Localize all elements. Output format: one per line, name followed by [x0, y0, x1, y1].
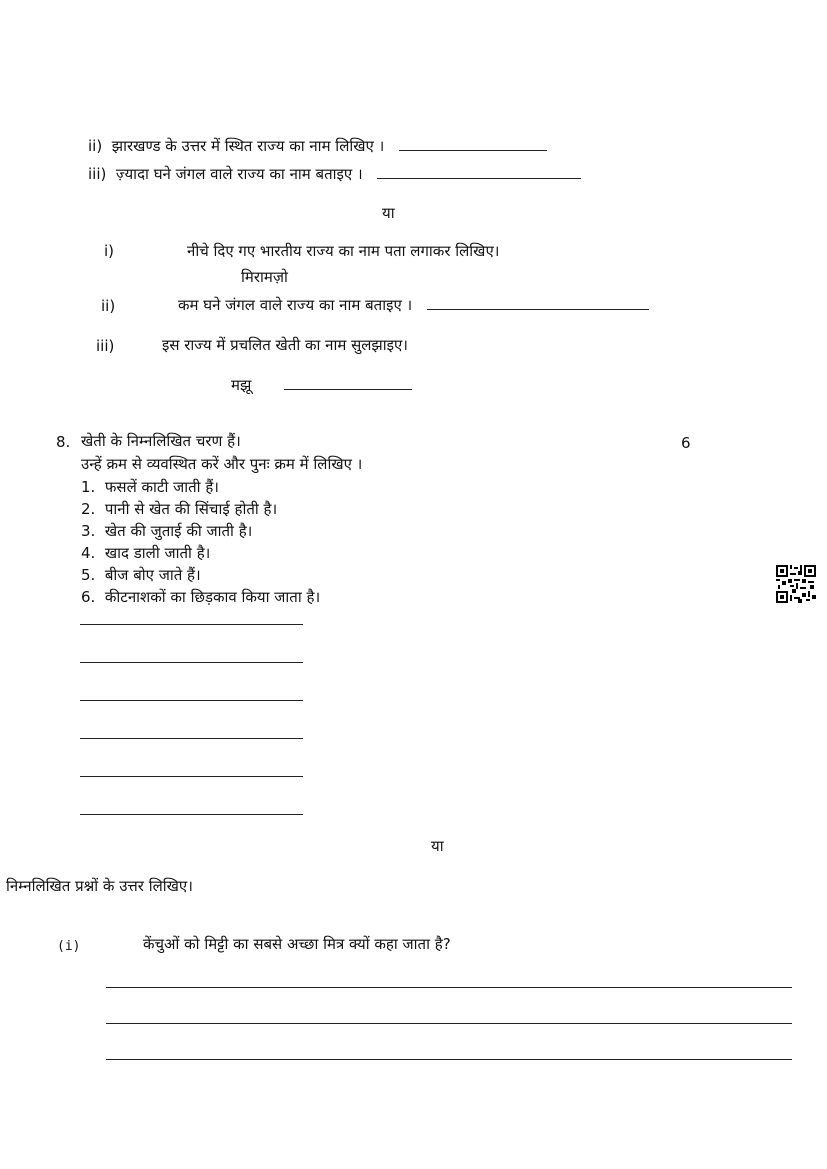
- step-item-6: [81, 587, 320, 607]
- answer-line[interactable]: [80, 738, 303, 739]
- item-number: ii): [88, 137, 103, 155]
- step-text: खेत की जुताई की जाती है।: [104, 522, 253, 540]
- question-item-ii: [88, 136, 547, 156]
- answer-blank[interactable]: [399, 136, 547, 151]
- answer-line[interactable]: [106, 987, 792, 988]
- question-title: खेती के निम्नलिखित चरण हैं।: [81, 432, 241, 450]
- step-number: 1.: [81, 478, 96, 496]
- step-item-4: [81, 543, 210, 563]
- scrambled-word-text: मझू: [231, 376, 252, 394]
- answer-line[interactable]: [106, 1059, 792, 1060]
- question-item-iii: [88, 164, 581, 184]
- step-item-5: [81, 565, 201, 585]
- answer-line[interactable]: [106, 1023, 792, 1024]
- question-instruction: उन्हें क्रम से व्यवस्थित करें और पुनः क्रम में लिखिए ।: [81, 455, 363, 473]
- step-text: फसलें काटी जाती हैं।: [104, 478, 219, 496]
- step-text: कीटनाशकों का छिड़काव किया जाता है।: [104, 588, 321, 606]
- question-number: 8.: [56, 433, 71, 451]
- step-number: 6.: [81, 588, 96, 606]
- alt-question-text-iii: इस राज्य में प्रचलित खेती का नाम सुलझाइए।: [162, 336, 408, 354]
- answer-line[interactable]: [80, 776, 303, 777]
- answer-line[interactable]: [80, 700, 303, 701]
- alt-question-text-i: नीचे दिए गए भारतीय राज्य का नाम पता लगाकर लिखिए।: [187, 242, 500, 260]
- alt-instruction: निम्नलिखित प्रश्नों के उत्तर लिखिए।: [6, 877, 193, 895]
- or-label: या: [382, 204, 395, 222]
- answer-line[interactable]: [80, 624, 303, 625]
- step-text: बीज बोए जाते हैं।: [104, 566, 201, 584]
- step-text: खाद डाली जाती है।: [104, 544, 211, 562]
- alt-question-text: केंचुओं को मिट्टी का सबसे अच्छा मित्र क्यों कहा जाता है?: [143, 935, 451, 953]
- alt-question-number: (i): [57, 939, 81, 954]
- step-item-2: [81, 499, 277, 519]
- question-text: ज़्यादा घने जंगल वाले राज्य का नाम बताइए ।: [115, 165, 363, 183]
- step-text: पानी से खेत की सिंचाई होती है।: [104, 500, 278, 518]
- or-label-2: या: [431, 837, 444, 855]
- question-text: कम घने जंगल वाले राज्य का नाम बताइए ।: [178, 296, 413, 314]
- scrambled-word-2: [231, 375, 412, 395]
- step-number: 4.: [81, 544, 96, 562]
- question-text: झारखण्ड के उत्तर में स्थित राज्य का नाम लिखिए ।: [111, 137, 385, 155]
- step-number: 2.: [81, 500, 96, 518]
- qr-code-icon: [776, 565, 816, 603]
- answer-blank[interactable]: [377, 164, 581, 179]
- step-item-3: [81, 521, 252, 541]
- scrambled-word: मिरामज़ो: [241, 268, 288, 286]
- alt-question-ii: [178, 295, 649, 315]
- alt-item-number-ii: ii): [101, 297, 116, 315]
- step-number: 5.: [81, 566, 96, 584]
- alt-item-number-i: i): [104, 242, 115, 260]
- alt-item-number-iii: iii): [96, 337, 115, 355]
- step-item-1: [81, 477, 219, 497]
- answer-line[interactable]: [80, 814, 303, 815]
- answer-blank[interactable]: [284, 375, 412, 390]
- marks: 6: [681, 434, 691, 452]
- item-number: iii): [88, 165, 107, 183]
- answer-line[interactable]: [80, 662, 303, 663]
- step-number: 3.: [81, 522, 96, 540]
- answer-blank[interactable]: [427, 295, 649, 310]
